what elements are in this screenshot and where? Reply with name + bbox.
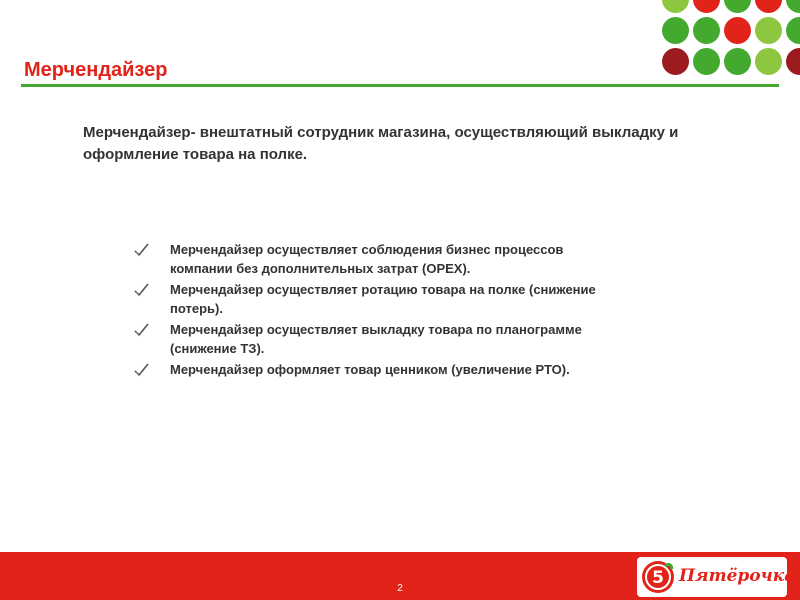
checkmark-icon (133, 322, 149, 338)
logo-badge-glyph: 5 (652, 568, 664, 588)
page-number: 2 (397, 583, 403, 594)
checkmark-icon (133, 362, 149, 378)
definition-text: Мерчендайзер- внештатный сотрудник магазина, осуществляющий выкладку и оформление товара на полке. (83, 124, 679, 163)
dot (755, 48, 782, 75)
logo-badge-icon (641, 560, 675, 594)
checkmark-icon (133, 282, 149, 298)
dot (693, 0, 720, 13)
dot (755, 0, 782, 13)
decorative-dot-grid (662, 0, 800, 82)
bullet-list (133, 240, 633, 381)
bullet-text: Мерчендайзер оформляет товар ценником (увеличение РТО). (170, 362, 570, 377)
dot (662, 0, 689, 13)
slide-title: Мерчендайзер (24, 59, 168, 81)
title-underline (21, 84, 779, 87)
dot (786, 0, 800, 13)
list-item (133, 320, 633, 358)
checkmark-icon (133, 242, 149, 258)
list-item (133, 240, 633, 278)
dot (755, 17, 782, 44)
dot (662, 48, 689, 75)
dot (786, 17, 800, 44)
dot (693, 48, 720, 75)
logo-wordmark: Пятёрочка (679, 566, 796, 586)
dot (724, 48, 751, 75)
list-item (133, 360, 633, 379)
list-item (133, 280, 633, 318)
brand-logo (637, 557, 796, 597)
dot (724, 0, 751, 13)
dot (693, 17, 720, 44)
bullet-text: Мерчендайзер осуществляет ротацию товара на полке (снижение потерь). (170, 282, 596, 316)
bullet-text: Мерчендайзер осуществляет соблюдения бизнес процессов компании без дополнительных затрат (OPEX). (170, 242, 564, 276)
bullet-text: Мерчендайзер осуществляет выкладку товара по планограмме (снижение ТЗ). (170, 322, 582, 356)
dot (786, 48, 800, 75)
dot (724, 17, 751, 44)
dot (662, 17, 689, 44)
